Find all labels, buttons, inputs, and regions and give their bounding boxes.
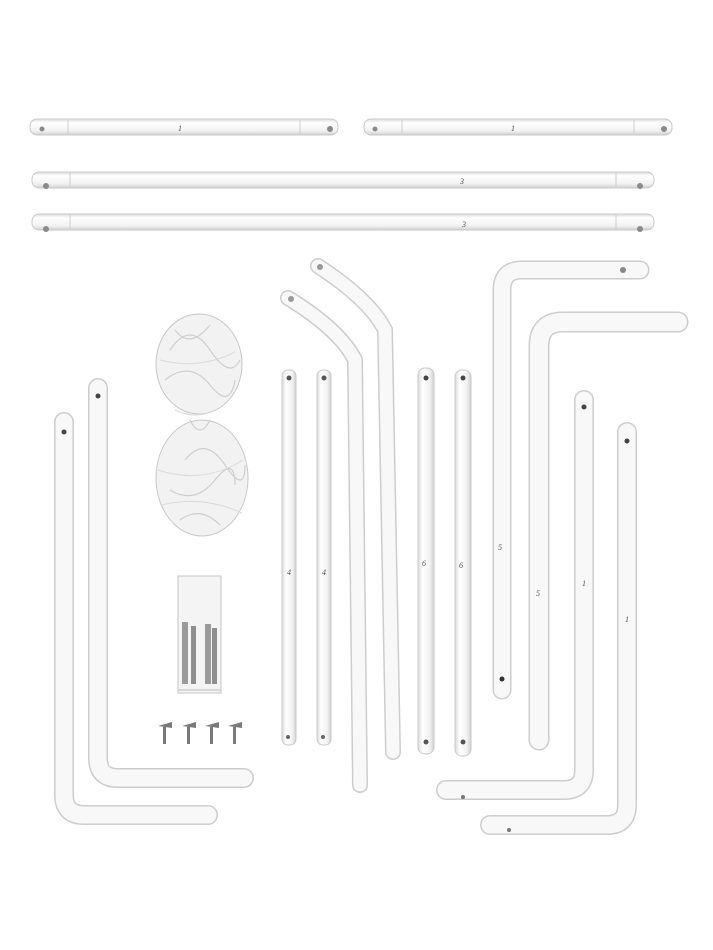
part-label: 4 (322, 568, 326, 577)
part-label: 1 (511, 124, 515, 133)
bolt-hole-icon (317, 264, 323, 270)
bolt-hole-icon (286, 735, 290, 739)
wing-bolt-icon (182, 722, 196, 744)
bolt-hole-icon (287, 376, 292, 381)
bolt-icon (661, 126, 667, 132)
bolt-hole-icon (461, 376, 466, 381)
part-label: 1 (178, 124, 182, 133)
part-label: 5 (536, 589, 540, 598)
mid-rod-b (455, 370, 471, 756)
long-bar-middle-a (32, 172, 654, 189)
bolt-hole-icon (288, 296, 294, 302)
wing-bolts (158, 722, 242, 744)
bolt-hole-icon (507, 828, 511, 832)
part-label: 4 (287, 568, 291, 577)
long-bar-top-left (30, 119, 338, 135)
bent-pipe-b (536, 322, 678, 740)
bolt-hole-icon (625, 439, 630, 444)
part-label: 6 (422, 559, 426, 568)
part-label: 6 (459, 561, 463, 570)
bolt-icon (43, 226, 49, 232)
long-bar-top-right (364, 119, 672, 135)
bolt-icon (43, 183, 49, 189)
wing-bolt-icon (158, 722, 172, 744)
bolt-hole-icon (424, 740, 429, 745)
bolt-icon (637, 226, 643, 232)
bolt-hole-icon (321, 735, 325, 739)
bolt-hole-icon (322, 376, 327, 381)
bolt-hole-icon (582, 405, 587, 410)
long-bar-middle-b (32, 214, 654, 232)
bolt-icon (637, 183, 643, 189)
short-rod-a (282, 370, 296, 745)
part-label: 3 (462, 220, 466, 229)
bolt-hole-icon (461, 795, 465, 799)
wing-bolt-icon (205, 722, 219, 744)
part-label: 1 (625, 615, 629, 624)
bolt-hole-icon (461, 740, 466, 745)
bolt-hole-icon (424, 376, 429, 381)
mid-rod-a (418, 368, 434, 754)
net-bundle (156, 314, 248, 536)
bolt-hole-icon (373, 127, 378, 132)
bolt-hole-icon (500, 677, 505, 682)
bolt-hole-icon (96, 394, 101, 399)
bolt-hole-icon (62, 430, 67, 435)
part-label: 1 (582, 579, 586, 588)
fastener-bag (178, 576, 221, 693)
bolt-hole-icon (620, 267, 626, 273)
part-label: 5 (498, 543, 502, 552)
bolt-icon (327, 126, 333, 132)
bolt-hole-icon (40, 127, 45, 132)
part-label: 3 (460, 177, 464, 186)
wing-bolt-icon (228, 722, 242, 744)
short-rod-b (317, 370, 331, 745)
